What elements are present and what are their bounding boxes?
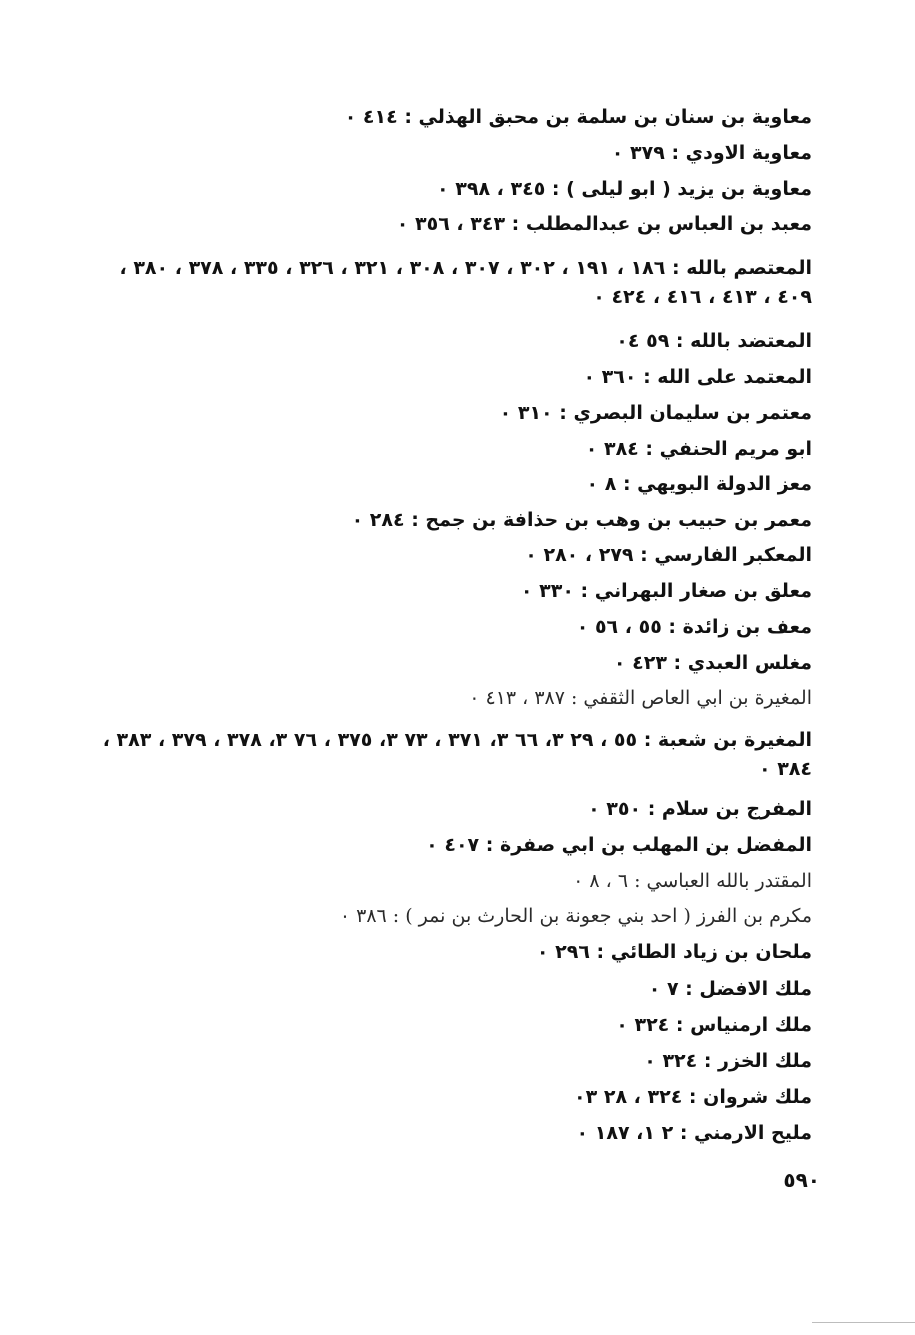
index-entry: ملك الخزر : ٣٢٤ ٠	[644, 1050, 812, 1072]
index-entry: معلق بن صغار البهراني : ٣٣٠ ٠	[520, 580, 812, 602]
index-entry: المفرج بن سلام : ٣٥٠ ٠	[588, 798, 812, 820]
index-entry: المغيرة بن ابي العاص الثقفي : ٣٨٧ ، ٤١٣ ٠	[469, 687, 812, 709]
index-entry: ملك شروان : ٣٢٤ ، ٢٨ ٠٣	[574, 1086, 812, 1108]
index-entry: ملك ارمنياس : ٣٢٤ ٠	[616, 1014, 812, 1036]
index-entry: المفضل بن المهلب بن ابي صفرة : ٤٠٧ ٠	[426, 834, 812, 856]
index-entry: معتمر بن سليمان البصري : ٣١٠ ٠	[499, 402, 812, 424]
index-entry: معبد بن العباس بن عبدالمطلب : ٣٤٣ ، ٣٥٦ ٠	[396, 213, 812, 235]
index-entry: معف بن زائدة : ٥٥ ، ٥٦ ٠	[576, 616, 812, 638]
index-entry: المقتدر بالله العباسي : ٦ ، ٨ ٠	[573, 870, 812, 892]
index-entry: معاوية بن يزيد ( ابو ليلى ) : ٣٤٥ ، ٣٩٨ ٠	[437, 178, 812, 200]
index-entry: ملك الافضل : ٧ ٠	[648, 978, 812, 1000]
index-entry: معز الدولة البويهي : ٨ ٠	[586, 473, 812, 495]
index-entry: مليح الارمني : ٢ ١، ١٨٧ ٠	[576, 1122, 812, 1144]
index-entry: المعتصم بالله : ١٨٦ ، ١٩١ ، ٣٠٢ ، ٣٠٧ ، ٣٠٨ ، ٣٢١ ، ٣٢٦ ، ٣٣٥ ، ٣٧٨ ، ٣٨٠ ، ٤٠٩ ، ٤١٣ ، ٤١٦ ، ٤٢٤ ٠	[119, 257, 812, 308]
index-entry: معاوية الاودي : ٣٧٩ ٠	[611, 142, 812, 164]
index-entry: مغلس العبدي : ٤٢٣ ٠	[613, 652, 812, 674]
index-entry: المعكبر الفارسي : ٢٧٩ ، ٢٨٠ ٠	[525, 544, 812, 566]
index-entry: مكرم بن الفرز ( احد بني جعونة بن الحارث بن نمر ) : ٣٨٦ ٠	[339, 905, 812, 927]
index-entry: معاوية بن سنان بن سلمة بن محبق الهذلي : ٤١٤ ٠	[344, 106, 812, 128]
page-edge-line	[812, 1322, 915, 1323]
index-entry: المعتضد بالله : ٥٩ ٠٤	[616, 330, 812, 352]
page-number: ٥٩٠	[783, 1168, 820, 1192]
index-entry: المغيرة بن شعبة : ٥٥ ، ٢٩ ٣، ٦٦ ٣، ٣٧١ ، ٧٣ ٣، ٣٧٥ ، ٧٦ ٣، ٣٧٨ ، ٣٧٩ ، ٣٨٣ ، ٣٨٤ ٠	[102, 729, 812, 780]
index-entry: ابو مريم الحنفي : ٣٨٤ ٠	[585, 438, 812, 460]
index-entry: ملحان بن زياد الطائي : ٢٩٦ ٠	[536, 941, 812, 963]
index-entry: معمر بن حبيب بن وهب بن حذافة بن جمح : ٢٨٤ ٠	[351, 509, 812, 531]
index-entry: المعتمد على الله : ٣٦٠ ٠	[583, 366, 812, 388]
